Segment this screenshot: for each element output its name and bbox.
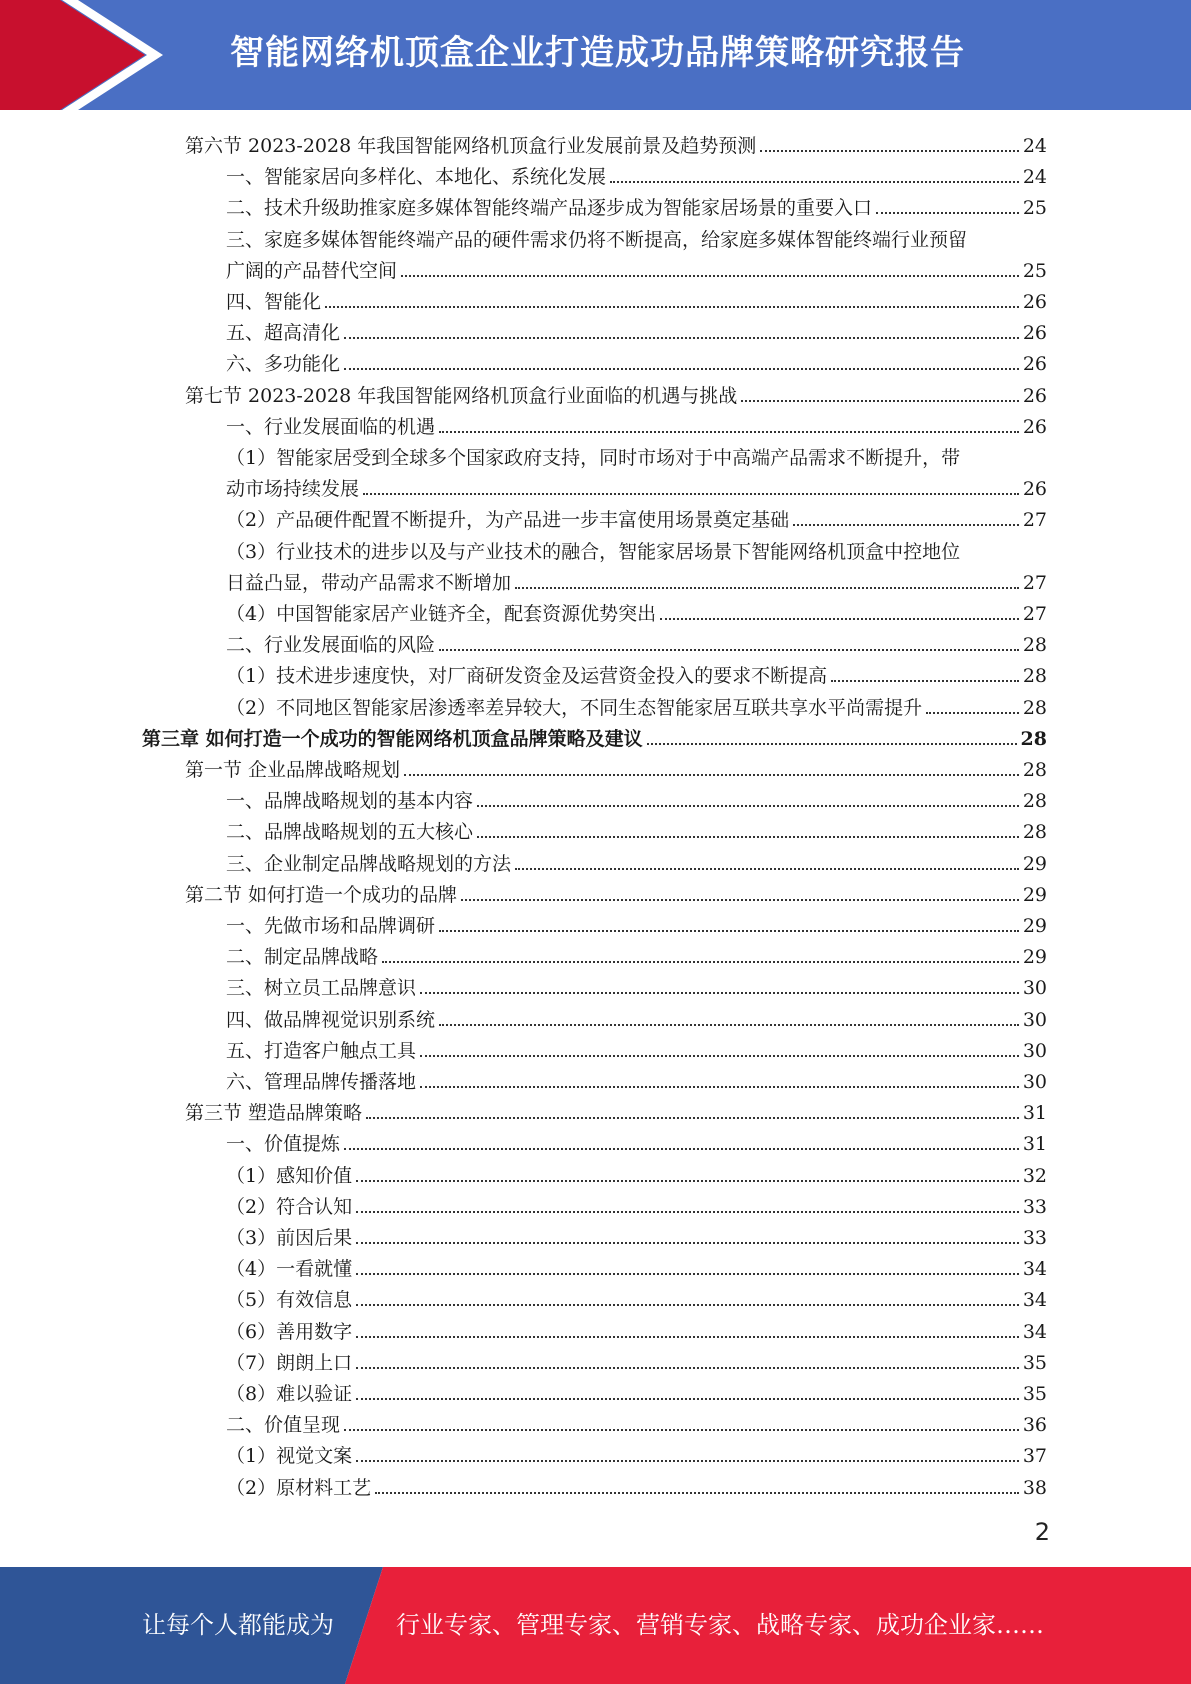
toc-entry-title: 广阔的产品替代空间 — [226, 259, 398, 282]
toc-entry-page: 26 — [1022, 353, 1047, 376]
toc-entry-title: 一、智能家居向多样化、本地化、系统化发展 — [226, 166, 607, 189]
toc-entry-page: 25 — [1022, 259, 1047, 282]
toc-entry[interactable] — [226, 1157, 1047, 1188]
toc-dot-leader — [356, 1367, 1019, 1369]
toc-dot-leader — [439, 431, 1019, 433]
toc-entry[interactable] — [185, 127, 1047, 158]
toc-entry-page: 29 — [1022, 883, 1047, 906]
toc-entry[interactable] — [226, 283, 1047, 314]
toc-entry-title: （1）感知价值 — [226, 1164, 353, 1187]
toc-entry[interactable] — [226, 595, 1047, 626]
toc-dot-leader — [375, 1492, 1019, 1494]
toc-entry-title: （2）符合认知 — [226, 1195, 353, 1218]
document-title: 智能网络机顶盒企业打造成功品牌策略研究报告 — [230, 33, 965, 73]
toc-entry-page: 28 — [1022, 665, 1047, 688]
toc-entry[interactable] — [226, 782, 1047, 813]
toc-dot-leader — [515, 587, 1019, 589]
toc-entry-page: 33 — [1022, 1227, 1047, 1249]
toc-entry-title: 二、制定品牌战略 — [226, 946, 379, 969]
toc-dot-leader — [344, 368, 1019, 370]
toc-entry[interactable] — [226, 189, 1047, 220]
toc-dot-leader — [610, 181, 1019, 183]
toc-entry-page: 31 — [1022, 1102, 1047, 1125]
page-header — [0, 0, 1191, 110]
toc-entry-title: 日益凸显，带动产品需求不断增加 — [226, 571, 512, 594]
toc-entry-title: （6）善用数字 — [226, 1320, 353, 1343]
toc-entry-title: （7）朗朗上口 — [226, 1351, 353, 1374]
toc-entry-title: 二、技术升级助推家庭多媒体智能终端产品逐步成为智能家居场景的重要入口 — [226, 197, 873, 220]
toc-entry-title: 六、管理品牌传播落地 — [226, 1071, 417, 1093]
toc-entry[interactable] — [185, 377, 1047, 408]
toc-entry[interactable] — [226, 158, 1047, 189]
toc-dot-leader — [515, 868, 1019, 870]
toc-entry-title: 动市场持续发展 — [226, 478, 360, 501]
toc-dot-leader — [420, 1055, 1019, 1057]
toc-dot-leader — [363, 493, 1019, 495]
toc-entry-title: （4）中国智能家居产业链齐全，配套资源优势突出 — [226, 603, 657, 625]
toc-dot-leader — [477, 836, 1019, 838]
toc-dot-leader — [356, 1180, 1019, 1182]
toc-dot-leader — [401, 275, 1019, 277]
toc-entry-page: 35 — [1022, 1351, 1047, 1374]
toc-dot-leader — [793, 524, 1019, 526]
toc-dot-leader — [876, 212, 1019, 214]
toc-entry-title: 第六节 2023-2028 年我国智能网络机顶盒行业发展前景及趋势预测 — [185, 135, 757, 157]
toc-entry[interactable] — [226, 969, 1047, 1000]
toc-entry-page: 30 — [1022, 1071, 1047, 1093]
toc-entry-page: 27 — [1022, 603, 1047, 625]
toc-entry-page: 26 — [1022, 478, 1047, 501]
toc-entry[interactable] — [226, 1001, 1047, 1032]
footer-slogan-right: 行业专家、管理专家、营销专家、战略专家、成功企业家…… — [396, 1611, 1044, 1639]
toc-entry-title: 五、超高清化 — [226, 322, 341, 345]
toc-entry[interactable] — [226, 1313, 1047, 1344]
toc-entry-page: 28 — [1020, 727, 1047, 750]
toc-entry[interactable] — [226, 439, 1047, 470]
toc-entry-page: 30 — [1022, 1008, 1047, 1031]
toc-entry-page: 28 — [1022, 821, 1047, 844]
toc-dot-leader — [741, 400, 1019, 402]
toc-entry-title: 一、品牌战略规划的基本内容 — [226, 790, 474, 813]
toc-entry-page: 29 — [1022, 852, 1047, 875]
toc-entry-title: 第二节 如何打造一个成功的品牌 — [185, 883, 458, 906]
toc-entry[interactable] — [226, 1250, 1047, 1281]
toc-entry[interactable] — [226, 1125, 1047, 1156]
toc-entry-page: 24 — [1022, 135, 1047, 157]
toc-dot-leader — [382, 961, 1019, 963]
toc-entry-title: 一、价值提炼 — [226, 1133, 341, 1156]
toc-dot-leader — [325, 306, 1019, 308]
toc-dot-leader — [420, 992, 1019, 994]
page-footer — [0, 1567, 1191, 1684]
toc-entry-page: 29 — [1022, 915, 1047, 937]
toc-entry-title: （2）原材料工艺 — [226, 1476, 372, 1499]
toc-entry[interactable] — [226, 1281, 1047, 1312]
toc-entry[interactable] — [142, 720, 1047, 751]
toc-dot-leader — [477, 805, 1019, 807]
toc-dot-leader — [356, 1211, 1019, 1213]
toc-entry[interactable] — [226, 408, 1047, 439]
toc-entry-title: （8）难以验证 — [226, 1383, 353, 1405]
toc-dot-leader — [356, 1304, 1019, 1306]
toc-dot-leader — [926, 712, 1019, 714]
toc-entry[interactable] — [226, 938, 1047, 969]
toc-entry[interactable] — [226, 1375, 1047, 1406]
toc-entry[interactable] — [226, 221, 1047, 252]
toc-entry-page: 25 — [1022, 197, 1047, 220]
toc-entry-page: 26 — [1022, 415, 1047, 438]
toc-entry[interactable] — [226, 813, 1047, 844]
toc-entry-page: 27 — [1022, 571, 1047, 594]
toc-entry[interactable] — [226, 1063, 1047, 1094]
toc-entry[interactable] — [226, 470, 1047, 501]
toc-entry-title: 二、价值呈现 — [226, 1414, 341, 1437]
toc-entry-page: 28 — [1022, 790, 1047, 813]
footer-slogan-left: 让每个人都能成为 — [142, 1611, 334, 1639]
toc-entry-page: 30 — [1022, 1039, 1047, 1062]
page-number: 2 — [1034, 1518, 1050, 1546]
toc-dot-leader — [344, 337, 1019, 339]
toc-entry-page: 28 — [1022, 696, 1047, 719]
toc-entry[interactable] — [226, 314, 1047, 345]
toc-entry-page: 37 — [1022, 1445, 1047, 1468]
toc-entry-title: （2）不同地区智能家居渗透率差异较大，不同生态智能家居互联共享水平尚需提升 — [226, 696, 923, 719]
toc-entry-page: 38 — [1022, 1476, 1047, 1499]
toc-entry[interactable] — [226, 845, 1047, 876]
toc-dot-leader — [404, 774, 1019, 776]
toc-entry[interactable] — [226, 657, 1047, 688]
toc-entry-page: 32 — [1022, 1164, 1047, 1187]
toc-entry[interactable] — [226, 1437, 1047, 1468]
toc-entry[interactable] — [226, 1032, 1047, 1063]
toc-dot-leader — [366, 1117, 1019, 1119]
toc-entry-page: 34 — [1022, 1258, 1047, 1281]
toc-entry-title: 第三章 如何打造一个成功的智能网络机顶盒品牌策略及建议 — [142, 727, 643, 750]
toc-entry-title: 三、树立员工品牌意识 — [226, 977, 417, 1000]
toc-entry[interactable] — [226, 252, 1047, 283]
toc-entry-page: 26 — [1022, 322, 1047, 345]
toc-entry[interactable] — [226, 345, 1047, 376]
toc-entry-title: 二、品牌战略规划的五大核心 — [226, 821, 474, 844]
toc-entry[interactable] — [226, 1344, 1047, 1375]
toc-entry[interactable] — [226, 564, 1047, 595]
toc-dot-leader — [420, 1086, 1019, 1088]
toc-entry-page: 36 — [1022, 1414, 1047, 1437]
toc-entry-title: 五、打造客户触点工具 — [226, 1039, 417, 1062]
toc-entry-page: 26 — [1022, 384, 1047, 407]
toc-entry-page: 26 — [1022, 291, 1047, 313]
toc-entry-page: 35 — [1022, 1383, 1047, 1405]
toc-entry-title: （1）智能家居受到全球多个国家政府支持，同时市场对于中高端产品需求不断提升，带 — [226, 447, 961, 469]
toc-entry-title: 四、智能化 — [226, 291, 322, 313]
toc-entry[interactable] — [226, 501, 1047, 532]
toc-entry-title: （3）前因后果 — [226, 1227, 353, 1249]
toc-entry[interactable] — [226, 1406, 1047, 1437]
toc-entry-page: 24 — [1022, 166, 1047, 189]
toc-dot-leader — [344, 1429, 1019, 1431]
toc-entry-page: 33 — [1022, 1195, 1047, 1218]
toc-entry-page: 29 — [1022, 946, 1047, 969]
toc-dot-leader — [439, 1024, 1019, 1026]
toc-entry[interactable] — [226, 1469, 1047, 1500]
toc-dot-leader — [356, 1336, 1019, 1338]
toc-dot-leader — [439, 930, 1019, 932]
toc-entry-title: （1）视觉文案 — [226, 1445, 353, 1468]
toc-entry[interactable] — [185, 876, 1047, 907]
toc-entry-title: 一、先做市场和品牌调研 — [226, 915, 436, 937]
toc-dot-leader — [760, 150, 1019, 152]
toc-dot-leader — [439, 649, 1019, 651]
toc-entry[interactable] — [226, 907, 1047, 938]
toc-entry-title: 三、家庭多媒体智能终端产品的硬件需求仍将不断提高，给家庭多媒体智能终端行业预留 — [226, 228, 968, 251]
toc-dot-leader — [831, 680, 1019, 682]
toc-dot-leader — [356, 1460, 1019, 1462]
toc-entry-title: 第三节 塑造品牌策略 — [185, 1102, 363, 1125]
toc-entry-title: 一、行业发展面临的机遇 — [226, 415, 436, 438]
toc-entry-page: 34 — [1022, 1289, 1047, 1312]
toc-entry[interactable] — [185, 751, 1047, 782]
toc-dot-leader — [461, 899, 1019, 901]
toc-dot-leader — [647, 743, 1017, 745]
toc-entry-page: 31 — [1022, 1133, 1047, 1156]
toc-entry-title: （3）行业技术的进步以及与产业技术的融合，智能家居场景下智能网络机顶盒中控地位 — [226, 540, 961, 563]
toc-entry[interactable] — [226, 626, 1047, 657]
toc-entry-title: 二、行业发展面临的风险 — [226, 634, 436, 657]
toc-dot-leader — [344, 1148, 1019, 1150]
toc-entry-title: （5）有效信息 — [226, 1289, 353, 1312]
toc-dot-leader — [356, 1398, 1019, 1400]
toc-dot-leader — [660, 618, 1019, 620]
toc-entry[interactable] — [185, 1094, 1047, 1125]
toc-entry-title: 六、多功能化 — [226, 353, 341, 376]
toc-entry-page: 28 — [1022, 759, 1047, 781]
toc-entry-title: 第七节 2023-2028 年我国智能网络机顶盒行业面临的机遇与挑战 — [185, 384, 738, 407]
toc-entry-page: 27 — [1022, 509, 1047, 532]
toc-entry-title: （2）产品硬件配置不断提升，为产品进一步丰富使用场景奠定基础 — [226, 509, 790, 532]
toc-entry-title: （1）技术进步速度快，对厂商研发资金及运营资金投入的要求不断提高 — [226, 665, 828, 688]
toc-entry-title: （4）一看就懂 — [226, 1258, 353, 1281]
toc-entry-title: 第一节 企业品牌战略规划 — [185, 759, 401, 781]
toc-dot-leader — [356, 1273, 1019, 1275]
toc-entry-page: 34 — [1022, 1320, 1047, 1343]
toc-entry[interactable] — [226, 689, 1047, 720]
toc-entry-title: 四、做品牌视觉识别系统 — [226, 1008, 436, 1031]
toc-entry[interactable] — [226, 1188, 1047, 1219]
toc-entry-page: 28 — [1022, 634, 1047, 657]
toc-entry[interactable] — [226, 1219, 1047, 1250]
toc-dot-leader — [356, 1242, 1019, 1244]
toc-entry[interactable] — [226, 533, 1047, 564]
toc-entry-page: 30 — [1022, 977, 1047, 1000]
toc-entry-title: 三、企业制定品牌战略规划的方法 — [226, 852, 512, 875]
